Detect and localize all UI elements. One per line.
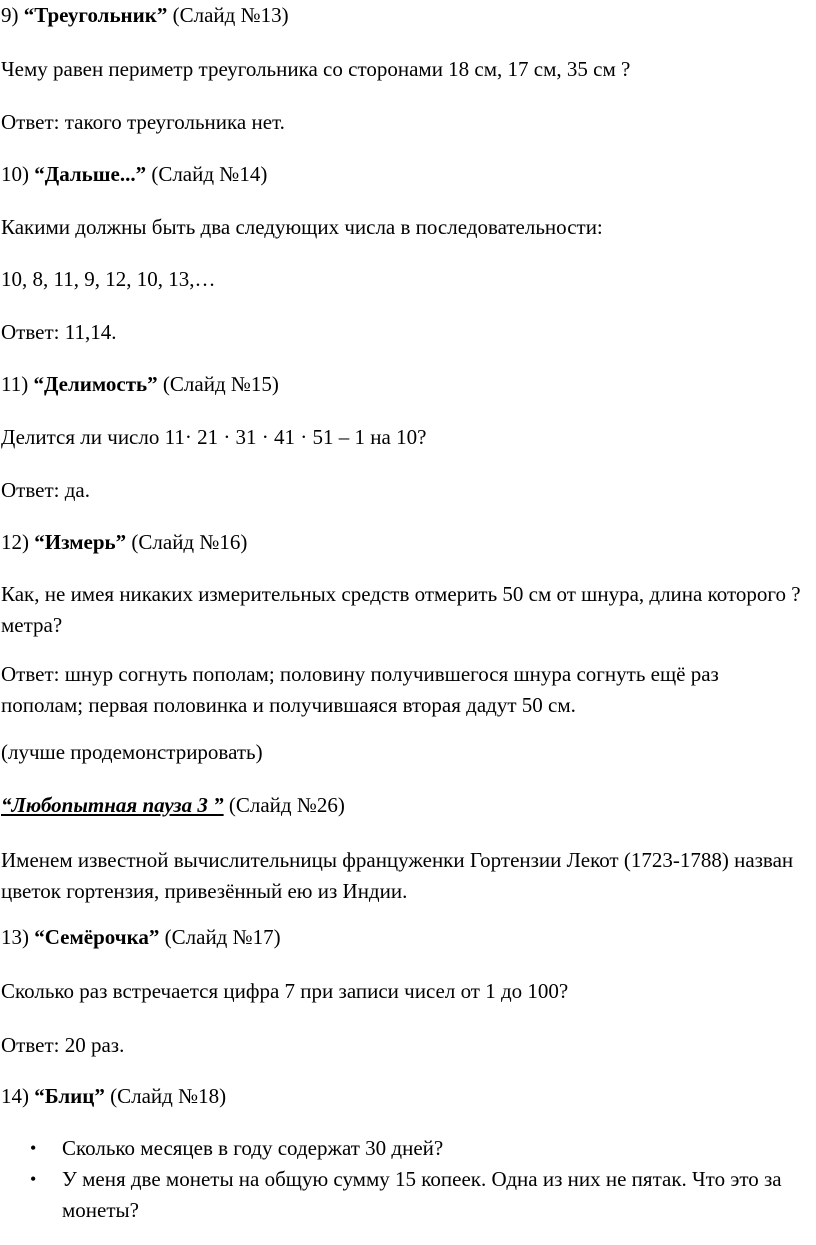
blitz-list <box>0 1133 805 1226</box>
list-item <box>0 1164 805 1226</box>
section-slide: (Слайд №17) <box>164 925 281 949</box>
bullet-icon: • <box>30 1169 37 1189</box>
answer-10: Ответ: 11,14. <box>1 320 117 344</box>
section-number: 9) <box>1 3 19 27</box>
section-slide: (Слайд №15) <box>162 372 279 396</box>
list-item-text: У меня две монеты на общую сумму 15 копеек. Одна из них не пятак. Что это за монеты? <box>62 1167 782 1222</box>
section-number: 10) <box>1 162 29 186</box>
question-11: Делится ли число 11· 21 · 31 · 41 · 51 – 1 на 10? <box>1 425 427 449</box>
bullet-icon: • <box>30 1138 37 1158</box>
section-slide: (Слайд №13) <box>172 3 289 27</box>
section-slide: (Слайд №18) <box>110 1084 227 1108</box>
note-12: (лучше продемонстрировать) <box>1 740 263 764</box>
section-heading-10 <box>1 159 806 190</box>
question-9: Чему равен периметр треугольника со сторонами 18 см, 17 см, 35 см ? <box>1 57 631 81</box>
answer-13: Ответ: 20 раз. <box>1 1033 125 1057</box>
section-heading-pause <box>1 790 806 821</box>
section-heading-9 <box>1 0 806 31</box>
section-heading-14 <box>1 1081 806 1112</box>
section-number: 11) <box>1 372 29 396</box>
list-item <box>0 1133 805 1164</box>
section-title: “Треугольник” <box>23 3 168 27</box>
answer-9: Ответ: такого треугольника нет. <box>1 110 285 134</box>
question-13: Сколько раз встречается цифра 7 при записи чисел от 1 до 100? <box>1 979 569 1003</box>
section-title: “Семёрочка” <box>34 925 160 949</box>
section-heading-13 <box>1 922 806 953</box>
sequence-10: 10, 8, 11, 9, 12, 10, 13,… <box>1 267 216 291</box>
question-12: Как, не имея никаких измерительных средств отмерить 50 см от шнура, длина которого ? метра? <box>1 582 801 637</box>
section-slide: (Слайд №16) <box>131 530 248 554</box>
section-title: “Измерь” <box>34 530 127 554</box>
section-title: “Блиц” <box>34 1084 105 1108</box>
pause-text: Именем известной вычислительницы француженки Гортензии Лекот (1723-1788) назван цветок гортензия, привезённый ею из Индии. <box>1 848 794 903</box>
section-slide: (Слайд №26) <box>228 793 345 817</box>
list-item-text: Сколько месяцев в году содержат 30 дней? <box>62 1136 444 1160</box>
section-number: 14) <box>1 1084 29 1108</box>
section-title: “Делимость” <box>33 372 158 396</box>
section-number: 13) <box>1 925 29 949</box>
section-heading-11 <box>1 369 806 400</box>
question-10: Какими должны быть два следующих числа в последовательности: <box>1 215 603 239</box>
section-heading-12 <box>1 527 806 558</box>
section-title: “Любопытная пауза 3 ” <box>1 793 224 817</box>
answer-12: Ответ: шнур согнуть пополам; половину получившегося шнура согнуть ещё раз пополам; первая половинка и получившаяся вторая дадут 50 см. <box>1 662 719 717</box>
answer-11: Ответ: да. <box>1 478 90 502</box>
section-slide: (Слайд №14) <box>151 162 268 186</box>
section-title: “Дальше...” <box>34 162 147 186</box>
section-number: 12) <box>1 530 29 554</box>
